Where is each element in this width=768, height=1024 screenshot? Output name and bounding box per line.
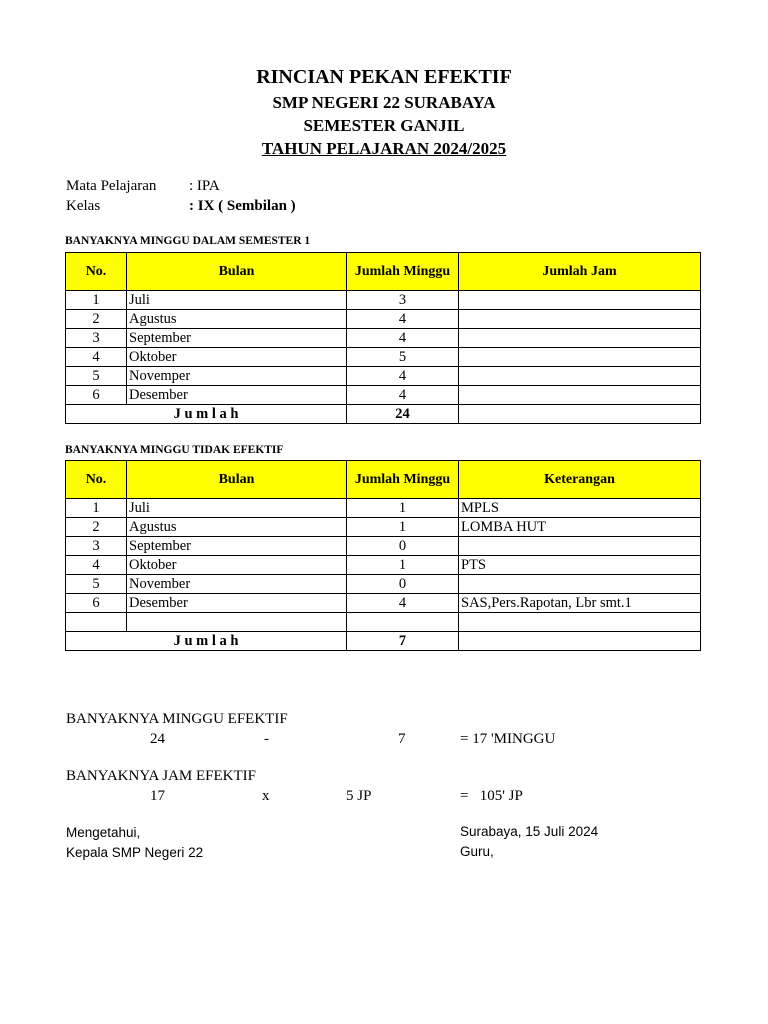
cell-bulan: Novemper [127, 367, 347, 386]
cell-bulan: Agustus [127, 310, 347, 329]
table-row [66, 499, 701, 518]
cell-no: 5 [66, 575, 127, 594]
cell-jam [459, 386, 701, 405]
header-no: No. [66, 253, 127, 291]
total-label: J u m l a h [66, 405, 347, 424]
table-row [66, 537, 701, 556]
semester-label: SEMESTER GANJIL [303, 116, 465, 135]
cell-keterangan [459, 575, 701, 594]
cell-no: 6 [66, 386, 127, 405]
header-jumlah-jam-text: Jumlah Jam [542, 263, 617, 279]
total-empty-cell [459, 405, 701, 424]
table-header-row [66, 461, 701, 499]
subject-value: : IPA [189, 178, 220, 194]
table-total-row [66, 405, 701, 424]
cell-bulan: Oktober [127, 556, 347, 575]
cell-no: 4 [66, 348, 127, 367]
signature-right-line2: Guru, [460, 844, 494, 859]
header-jumlah-minggu [347, 461, 459, 499]
cell-minggu: 4 [347, 594, 459, 613]
cell-keterangan: SAS,Pers.Rapotan, Lbr smt.1 [459, 594, 701, 613]
cell-no: 4 [66, 556, 127, 575]
total-label: J u m l a h [66, 632, 347, 651]
header-jumlah-jam [459, 253, 701, 291]
table-row [66, 329, 701, 348]
total-empty-cell [459, 632, 701, 651]
weeks-table [65, 252, 701, 424]
cell-no: 1 [66, 499, 127, 518]
cell-bulan: September [127, 537, 347, 556]
effective-hours-label: BANYAKNYA JAM EFEKTIF [66, 768, 257, 784]
table-row [66, 386, 701, 405]
signature-right-line1: Surabaya, 15 Juli 2024 [460, 824, 599, 839]
table-row [66, 367, 701, 386]
cell-no: 6 [66, 594, 127, 613]
table-row [66, 556, 701, 575]
cell-minggu: 1 [347, 556, 459, 575]
section-title-non-effective: BANYAKNYA MINGGU TIDAK EFEKTIF [65, 444, 284, 456]
cell-bulan: Desember [127, 386, 347, 405]
header-keterangan: Keterangan [459, 461, 701, 499]
cell-keterangan [459, 537, 701, 556]
cell-bulan: Oktober [127, 348, 347, 367]
cell-keterangan: MPLS [459, 499, 701, 518]
cell-minggu: 1 [347, 518, 459, 537]
section-title-weeks: BANYAKNYA MINGGU DALAM SEMESTER 1 [65, 235, 311, 247]
school-name: SMP NEGERI 22 SURABAYA [272, 93, 496, 112]
page-title: RINCIAN PEKAN EFEKTIF [256, 66, 512, 88]
effective-weeks-label: BANYAKNYA MINGGU EFEKTIF [66, 711, 288, 727]
subject-label: Mata Pelajaran [66, 178, 157, 194]
total-value: 7 [347, 632, 459, 651]
non-effective-table [65, 460, 701, 651]
cell-jam [459, 367, 701, 386]
table-row [66, 613, 701, 632]
cell-keterangan: LOMBA HUT [459, 518, 701, 537]
cell-minggu [347, 613, 459, 632]
table-total-row [66, 632, 701, 651]
cell-jam [459, 310, 701, 329]
cell-minggu: 4 [347, 367, 459, 386]
table-row [66, 291, 701, 310]
table-row [66, 594, 701, 613]
cell-no: 5 [66, 367, 127, 386]
cell-bulan: Agustus [127, 518, 347, 537]
header-bulan: Bulan [127, 253, 347, 291]
cell-minggu: 4 [347, 386, 459, 405]
effective-hours-result: = 105' JP [460, 788, 523, 804]
effective-weeks-result: = 17 'MINGGU [460, 731, 556, 747]
cell-keterangan [459, 613, 701, 632]
effective-weeks-a: 24 [150, 731, 165, 747]
academic-year: TAHUN PELAJARAN 2024/2025 [261, 139, 507, 158]
cell-no: 2 [66, 310, 127, 329]
cell-no: 3 [66, 537, 127, 556]
cell-no: 2 [66, 518, 127, 537]
cell-bulan: September [127, 329, 347, 348]
effective-weeks-b: 7 [398, 731, 406, 747]
cell-minggu: 0 [347, 575, 459, 594]
cell-jam [459, 329, 701, 348]
cell-minggu: 0 [347, 537, 459, 556]
cell-bulan: Desember [127, 594, 347, 613]
effective-weeks-op: - [264, 731, 269, 747]
cell-minggu: 4 [347, 329, 459, 348]
header-jumlah-minggu [347, 253, 459, 291]
table-row [66, 348, 701, 367]
table-row [66, 310, 701, 329]
cell-jam [459, 291, 701, 310]
table-header-row [66, 253, 701, 291]
effective-hours-b: 5 JP [346, 788, 372, 804]
cell-minggu: 5 [347, 348, 459, 367]
cell-bulan: Juli [127, 291, 347, 310]
table-row [66, 575, 701, 594]
cell-bulan: Juli [127, 499, 347, 518]
header-bulan: Bulan [127, 461, 347, 499]
cell-bulan: November [127, 575, 347, 594]
class-label: Kelas [66, 198, 101, 214]
cell-bulan [127, 613, 347, 632]
class-value: : IX ( Sembilan ) [189, 198, 296, 214]
effective-hours-a: 17 [150, 788, 165, 804]
cell-minggu: 3 [347, 291, 459, 310]
cell-keterangan: PTS [459, 556, 701, 575]
effective-hours-op: x [262, 788, 270, 804]
signature-left-line2: Kepala SMP Negeri 22 [66, 845, 204, 860]
header-jumlah-minggu-text: Jumlah Minggu [354, 263, 451, 279]
cell-jam [459, 348, 701, 367]
signature-left-line1: Mengetahui, [66, 825, 141, 840]
header-jumlah-minggu-text: Jumlah Minggu [354, 471, 451, 487]
total-value: 24 [347, 405, 459, 424]
cell-minggu: 1 [347, 499, 459, 518]
cell-no [66, 613, 127, 632]
cell-minggu: 4 [347, 310, 459, 329]
header-no: No. [66, 461, 127, 499]
cell-no: 3 [66, 329, 127, 348]
cell-no: 1 [66, 291, 127, 310]
table-row [66, 518, 701, 537]
